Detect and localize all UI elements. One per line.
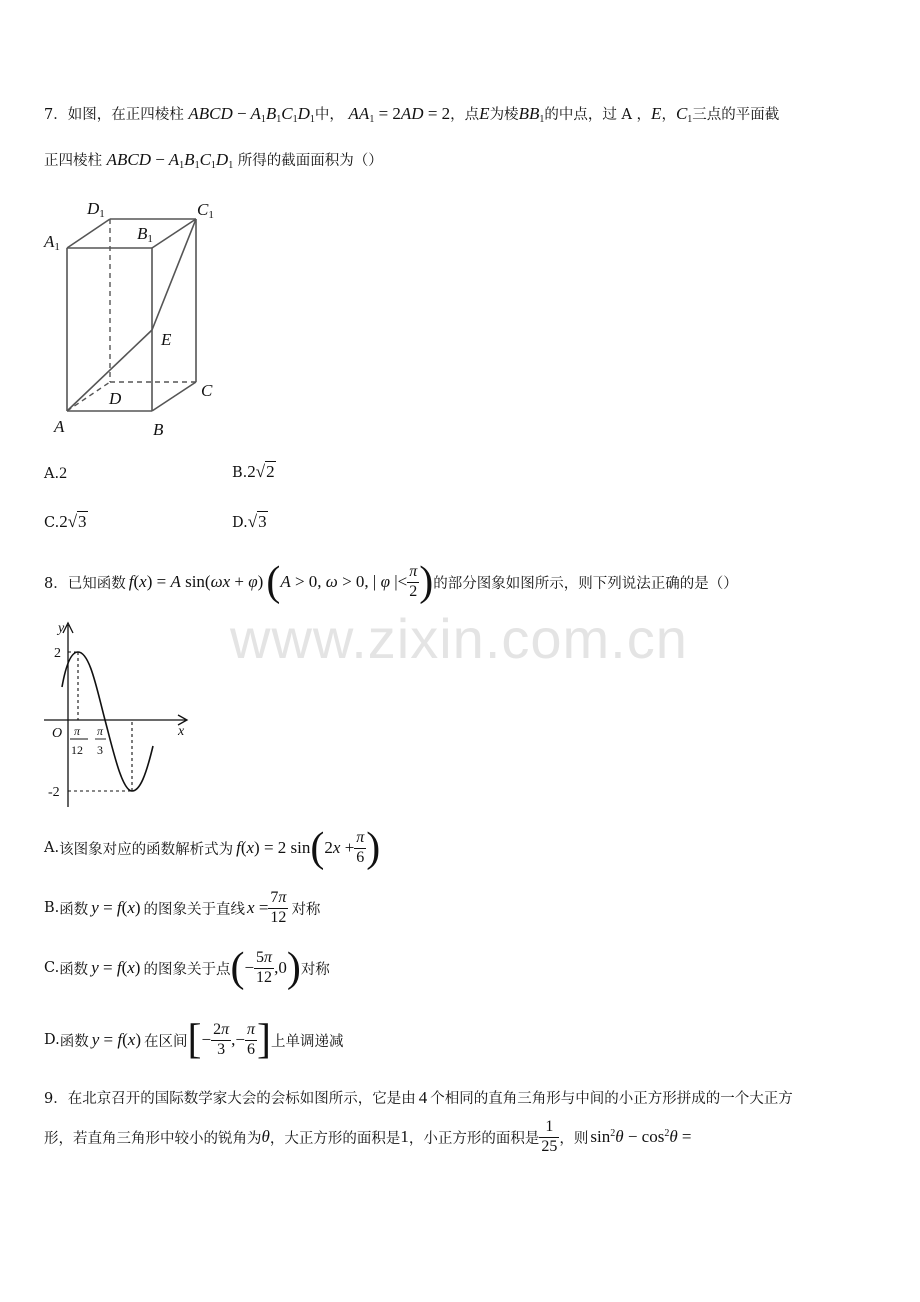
q8-option-a[interactable] xyxy=(44,822,380,874)
option-text: 对称 xyxy=(291,901,321,918)
option-text: 该图象对应的函数解析式为 xyxy=(59,841,234,858)
option-text: 在区间 xyxy=(143,1033,188,1050)
option-text: 的图象关于点 xyxy=(143,961,231,978)
frac-7pi-12: $\frac{7\pi}{12}$ xyxy=(270,889,287,926)
label-d: D xyxy=(109,389,122,408)
q7-line2 xyxy=(44,149,383,171)
label-c: C xyxy=(201,381,213,400)
q7-text: 所得的截面面积为（） xyxy=(237,153,383,169)
option-label: C. xyxy=(44,515,60,531)
q7-number: 7． xyxy=(44,107,68,123)
q7-point-e2: E xyxy=(651,104,662,123)
q7-text: 为棱 xyxy=(489,107,519,123)
q8-text: 已知函数 xyxy=(67,575,126,592)
q8-function: f(x) = A sin(ωx + φ) xyxy=(128,572,264,591)
bracket-right: ] xyxy=(256,1017,271,1063)
paren-right: ) xyxy=(286,945,301,991)
q8-option-d[interactable]: D. 函数 y = f(x) 在区间 [ − $\frac{2\pi}{3}$ ,− $\frac{\pi}{6}$ ] 上单调递减 xyxy=(44,1017,344,1063)
graph-label-origin: O xyxy=(52,726,63,741)
q9-theta: θ xyxy=(261,1127,270,1146)
graph-tick1-num: π xyxy=(74,724,81,738)
q7-point-e: E xyxy=(479,104,490,123)
option-text: 对称 xyxy=(300,961,330,978)
q7-line1 xyxy=(44,103,779,125)
graph-tick2-num: π xyxy=(97,724,104,738)
q9-text: ，小正方形的面积是 xyxy=(408,1130,540,1147)
q7-prism-name: ABCD − $A_1B_1C_1D_1$ xyxy=(188,104,315,125)
q7-option-a[interactable] xyxy=(44,465,67,483)
option-label: A. xyxy=(44,840,60,856)
graph-label-y: y xyxy=(58,621,65,636)
graph-label-bottom: -2 xyxy=(48,785,60,800)
q7-option-b[interactable] xyxy=(232,462,276,482)
label-b1: B1 xyxy=(137,224,153,245)
q9-one: 1 xyxy=(400,1127,409,1146)
label-d1: D1 xyxy=(87,199,105,220)
q9-text: ，大正方形的面积是 xyxy=(269,1130,401,1147)
option-value-sqrt3: √3 xyxy=(247,512,267,531)
graph-label-top: 2 xyxy=(54,646,61,661)
bracket-left: [ xyxy=(187,1017,202,1063)
q7-point-c1: $C_1$ xyxy=(675,104,693,125)
paren-right: ) xyxy=(366,825,381,871)
q9-count: 4 xyxy=(418,1088,428,1107)
option-label: D. xyxy=(44,1032,60,1048)
q8-option-b[interactable] xyxy=(44,884,320,932)
q8-stem xyxy=(44,556,738,608)
q7-option-d[interactable] xyxy=(232,512,268,532)
q7-text: 中， xyxy=(314,107,344,123)
option-text: 函数 xyxy=(59,1033,89,1050)
option-label: C. xyxy=(44,960,60,976)
paren-left: ( xyxy=(230,945,245,991)
q7-text: 三点的平面截 xyxy=(692,107,780,123)
option-math: f(x) = 2 sin xyxy=(236,838,311,857)
graph-tick2-den: 3 xyxy=(97,743,103,757)
q9-text: ，则 xyxy=(559,1130,589,1147)
sine-graph xyxy=(40,615,200,815)
q7-text: ，点 xyxy=(450,107,480,123)
option-label: A. xyxy=(44,466,60,482)
frac-5pi-12: $\frac{5\pi}{12}$ xyxy=(256,949,273,986)
option-label: B. xyxy=(232,465,248,481)
q9-expression: $\sin^2\theta - \cos^2\theta$ = xyxy=(590,1127,692,1146)
paren-left: ( xyxy=(266,559,281,605)
q7-condition: $AA_1 = 2AD = 2$ xyxy=(348,104,451,125)
q7-option-c[interactable] xyxy=(44,512,88,532)
option-text: 上单调递减 xyxy=(270,1033,344,1050)
paren-left: ( xyxy=(310,825,325,871)
label-a: A xyxy=(54,417,65,436)
q7-text: 如图，在正四棱柱 xyxy=(67,107,184,123)
q9-text: 在北京召开的国际数学家大会的会标如图所示，它是由 xyxy=(67,1091,416,1107)
option-label: B. xyxy=(44,900,60,916)
prism-figure xyxy=(40,195,230,445)
q9-text: 形，若直角三角形中较小的锐角为 xyxy=(44,1130,262,1147)
q7-text: ， xyxy=(661,107,676,123)
option-value-2sqrt3: 2√3 xyxy=(59,512,87,531)
q8-option-c[interactable]: C. 函数 y = f(x) 的图象关于点 ( − $\frac{5\pi}{12}$ ,0 ) 对称 xyxy=(44,945,330,991)
option-math: y = f(x) xyxy=(91,958,141,977)
label-a1: A1 xyxy=(44,232,60,253)
frac-2pi-3: $\frac{2\pi}{3}$ xyxy=(213,1021,230,1058)
option-math: x = xyxy=(247,898,269,917)
q7-text: 正四棱柱 xyxy=(44,153,102,169)
label-b: B xyxy=(153,420,164,439)
q9-line1 xyxy=(44,1087,793,1108)
watermark: www.zixin.com.cn xyxy=(230,607,688,670)
option-text: 的图象关于直线 xyxy=(143,901,246,918)
graph-label-x: x xyxy=(178,724,185,739)
frac-pi-2: $\frac{\pi}{2}$ xyxy=(409,563,418,600)
option-value: 2 xyxy=(59,465,68,482)
label-c1: C1 xyxy=(197,200,214,221)
option-text: 函数 xyxy=(59,901,89,918)
option-label: D. xyxy=(232,515,248,531)
sine-curve xyxy=(62,652,153,791)
frac-pi-6: $\frac{\pi}{6}$ xyxy=(246,1021,255,1058)
frac-1-25: $\frac{1}{25}$ xyxy=(541,1118,558,1155)
label-e: E xyxy=(161,330,172,349)
option-math: y = f(x) xyxy=(91,1030,141,1049)
q8-condition: A > 0, ω > 0, | φ |< xyxy=(280,572,408,591)
q7-edge: $BB_1$ xyxy=(518,104,545,125)
q9-number: 9． xyxy=(44,1091,68,1107)
q9-line2 xyxy=(44,1112,692,1162)
graph-tick1-den: 12 xyxy=(71,743,83,757)
q7-text: 的中点，过 A ， xyxy=(544,107,652,123)
option-math: y = f(x) xyxy=(91,898,141,917)
option-value-2sqrt2: 2√2 xyxy=(247,462,275,481)
q9-text: 个相同的直角三角形与中间的小正方形拼成的一个大正方 xyxy=(430,1091,793,1107)
q8-text: 的部分图象如图所示，则下列说法正确的是（） xyxy=(433,575,738,592)
option-text: 函数 xyxy=(59,961,89,978)
frac-pi-6: $\frac{\pi}{6}$ xyxy=(356,829,365,866)
q8-number: 8． xyxy=(44,575,68,592)
q7-prism-name: ABCD − $A_1B_1C_1D_1$ xyxy=(106,150,234,171)
paren-right: ) xyxy=(419,559,434,605)
option-math: 2x + xyxy=(324,838,355,857)
